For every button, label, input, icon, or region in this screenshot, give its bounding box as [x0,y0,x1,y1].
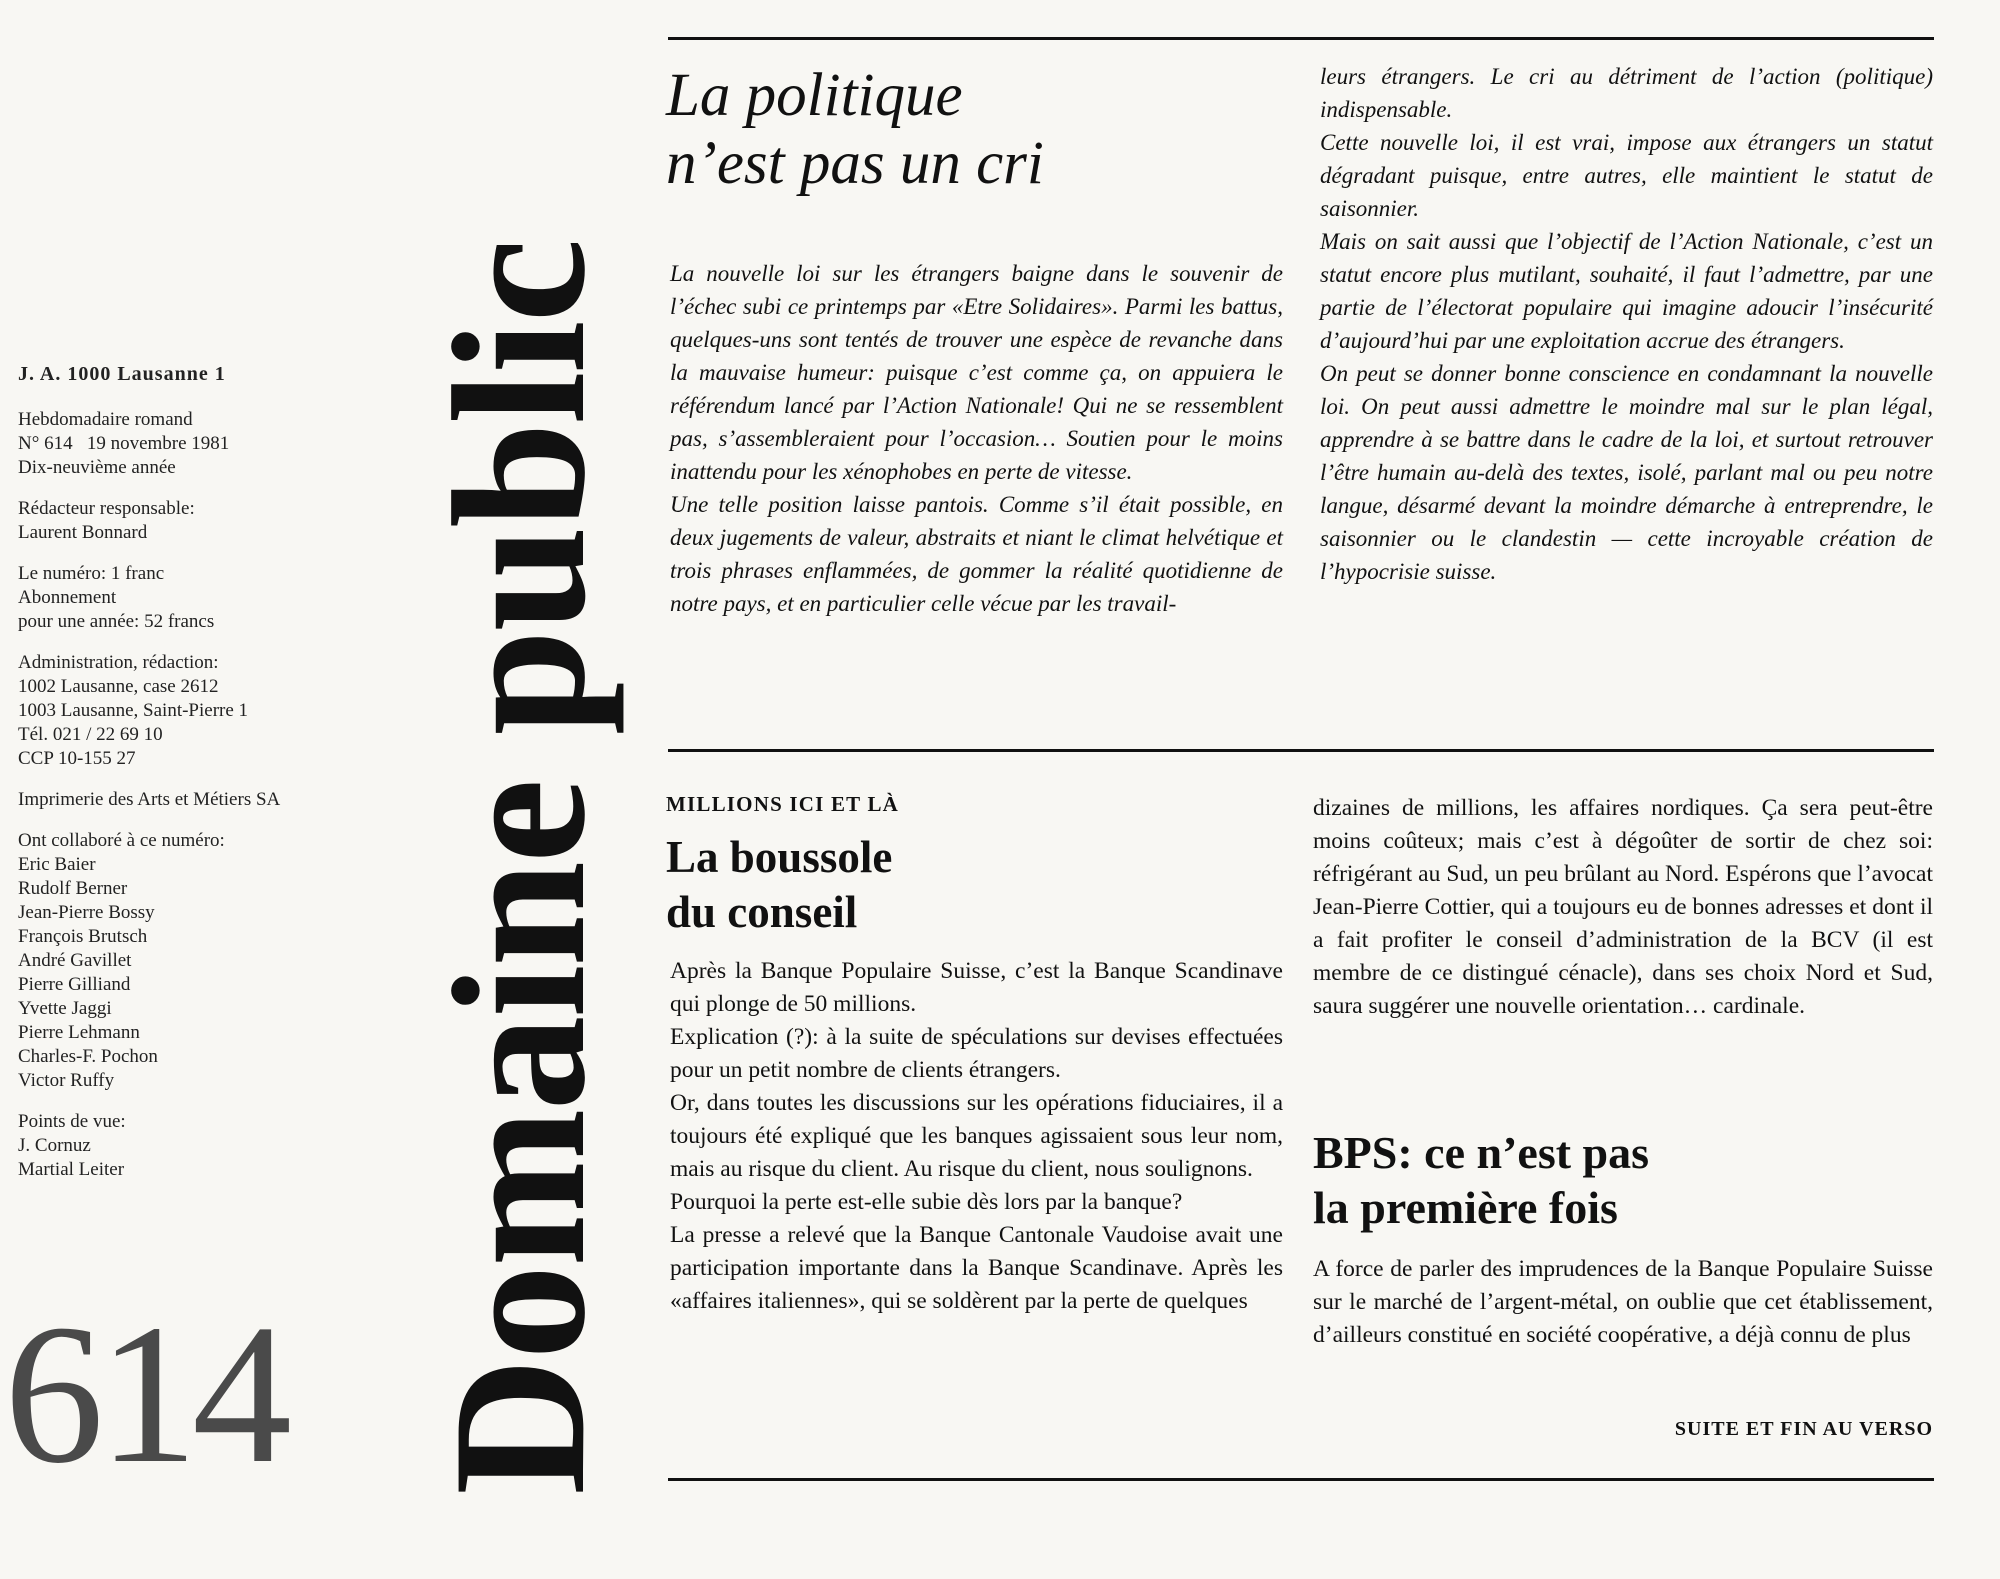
article-1-title [666,62,1044,198]
contributor: Victor Ruffy [18,1070,115,1091]
article-2-kicker: MILLIONS ICI ET LÀ [666,792,900,816]
info-line: Administration, rédaction: [18,652,219,673]
paragraph: La presse a relevé que la Banque Cantonale Vaudoise avait une participation importante dans la Banque Scandinave. Après les «affaires italiennes», qui se soldèrent par la perte de quelques [670,1222,1283,1314]
contributor: Yvette Jaggi [18,998,112,1019]
paragraph: dizaines de millions, les affaires nordiques. Ça sera peut-être moins coûteux; mais c’est à dégoûter de sortir de chez soi: réfrigérant au Sud, un peu brûlant au Nord. Espérons que l’avocat Jean-Pierre Cottier, qui a toujours eu de bonnes adresses et dont il a fait profiter le conseil d’administration de la BCV (il est membre de ce distingué cénacle), dans ses choix Nord et Sud, saura suggérer une nouvelle orientation… cardinale. [1313,795,1933,1019]
info-line: CCP 10-155 27 [18,748,136,769]
publication-info [18,408,408,480]
article-2-continued [1313,792,1933,1023]
editor-info [18,497,408,545]
contributor: Eric Baier [18,854,96,875]
contributors-label: Ont collaboré à ce numéro: [18,830,225,851]
title-line: La boussole [666,832,893,882]
info-line: Laurent Bonnard [18,522,148,543]
contributor: Pierre Gilliand [18,974,131,995]
info-line: Le numéro: 1 franc [18,563,165,584]
article-1-left-column [670,257,1283,620]
title-line: la première fois [1313,1182,1618,1233]
paragraph: Or, dans toutes les discussions sur les opérations fiduciaires, il a toujours été expliqué que les banques agissaient sous leur nom, mais au risque du client. Au risque du client, nous soulignons. [670,1090,1283,1182]
contributor: Rudolf Berner [18,878,128,899]
paragraph: Après la Banque Populaire Suisse, c’est la Banque Scandinave qui plonge de 50 millions. [670,958,1283,1017]
newspaper-title-box [415,115,625,1495]
title-line: n’est pas un cri [666,130,1044,197]
points-author: Martial Leiter [18,1159,125,1180]
points-author: J. Cornuz [18,1135,91,1156]
printer-info [18,788,408,812]
paragraph: Pourquoi la perte est-elle subie dès lors par la banque? [670,1189,1183,1215]
info-line: Imprimerie des Arts et Métiers SA [18,789,281,810]
continued-label: SUITE ET FIN AU VERSO [1674,1418,1933,1440]
info-line: N° 614 19 novembre 1981 [18,433,230,454]
info-line: Abonnement [18,587,117,608]
info-line: Hebdomadaire romand [18,409,193,430]
info-line: 1002 Lausanne, case 2612 [18,676,219,697]
info-line: Rédacteur responsable: [18,498,195,519]
info-line: Tél. 021 / 22 69 10 [18,724,163,745]
article-3-body [1313,1253,1933,1352]
contributor: André Gavillet [18,950,132,971]
bottom-rule [668,1478,1934,1481]
paragraph: La nouvelle loi sur les étrangers baigne dans le souvenir de l’échec subi ce printemps par «Etre Solidaires». Parmi les battus, quelques-uns sont tentés de trouver une espèce de revanche dans la mauvaise humeur: puisque c’est comme ça, on appuiera le référendum lancé par l’Action Nationale! Qui ne se ressemblent pas, s’assembleraient pour l’occasion… Soutien pour le moins inattendu pour les xénophobes en perte de vitesse. [670,261,1283,484]
points-de-vue [18,1110,408,1182]
issue-number: 614 [4,1284,286,1505]
contributor: Jean-Pierre Bossy [18,902,155,923]
newspaper-title: Domaine public [415,240,625,1495]
info-line: Dix-neuvième année [18,457,176,478]
paragraph: Une telle position laisse pantois. Comme s’il était possible, en deux jugements de valeur, abstraits et niant le climat helvétique et trois phrases enflammées, de gommer la réalité quotidienne de notre pays, et en particulier celle vécue par les travail- [670,492,1283,616]
paragraph: Cette nouvelle loi, il est vrai, impose aux étrangers un statut dégradant puisque, entre autres, elle maintient le statut de saisonnier. [1320,130,1933,221]
article-1-right-column [1320,60,1933,588]
price-info [18,562,408,634]
contributor: Charles-F. Pochon [18,1046,158,1067]
title-line: BPS: ce n’est pas [1313,1127,1650,1178]
title-line: La politique [666,62,963,129]
paragraph: A force de parler des imprudences de la Banque Populaire Suisse sur le marché de l’argent-métal, on oublie que cet établissement, d’ailleurs constitué en société coopérative, a déjà connu de plus [1313,1256,1933,1348]
paragraph: Explication (?): à la suite de spéculations sur devises effectuées pour un petit nombre de clients étrangers. [670,1024,1283,1083]
contributor: Pierre Lehmann [18,1022,140,1043]
article-2-title [666,830,892,940]
info-line: 1003 Lausanne, Saint-Pierre 1 [18,700,249,721]
paragraph: Mais on sait aussi que l’objectif de l’Action Nationale, c’est un statut encore plus mutilant, souhaité, il faut l’admettre, par une partie de l’électorat populaire qui imagine adoucir l’insécurité d’aujourd’hui par une exploitation accrue des étrangers. [1320,229,1933,353]
paragraph: leurs étrangers. Le cri au détriment de l’action (politique) indispensable. [1320,64,1933,122]
masthead-info [18,362,408,1199]
paragraph: On peut se donner bonne conscience en condamnant la nouvelle loi. On peut aussi admettre le moindre mal sur le plan légal, apprendre à se battre dans le cadre de la loi, et surtout retrouver l’être humain au-delà des textes, isolé, parlant mal ou peu notre langue, désarmé devant la moindre démarche à entreprendre, le saisonnier ou le clandestin — cette incroyable création de l’hypocrisie suisse. [1320,361,1933,584]
points-label: Points de vue: [18,1111,126,1132]
title-line: du conseil [666,887,858,937]
contributors-list [18,829,408,1093]
postal-code-line: J. A. 1000 Lausanne 1 [18,363,226,385]
article-3-title [1313,1125,1649,1235]
info-line: pour une année: 52 francs [18,611,215,632]
contributor: François Brutsch [18,926,148,947]
admin-info [18,651,408,771]
top-rule [668,37,1934,40]
article-2-left-column [670,955,1283,1318]
middle-rule [668,749,1934,752]
